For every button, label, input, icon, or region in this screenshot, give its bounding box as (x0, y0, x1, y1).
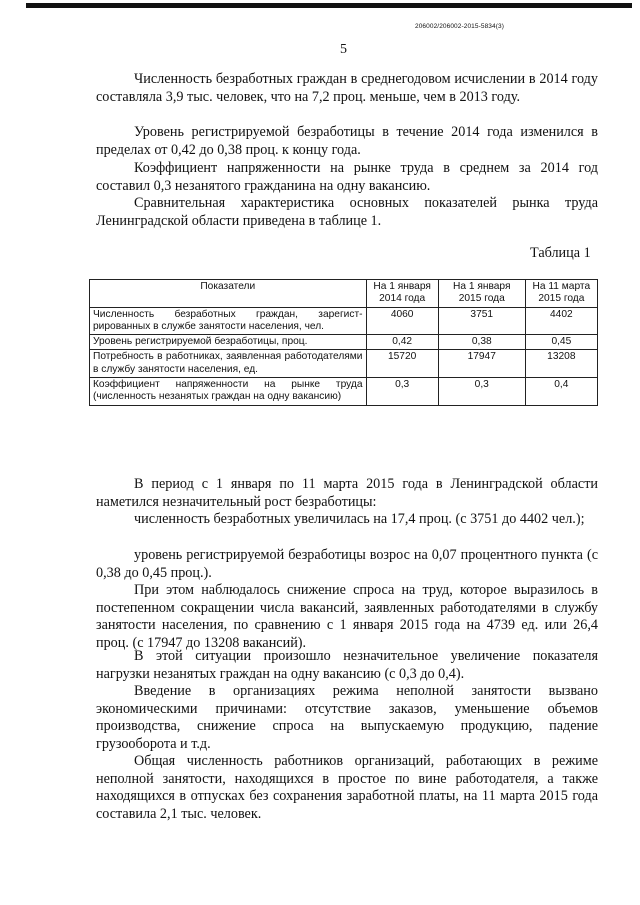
paragraph-table-reference: Сравнительная характеристика основных показателей рынка труда Ленинградской области приведена в таблице 1. (96, 195, 598, 229)
row-name: Потребность в работниках, заявленная работодателями в службу занятости населения, ед. (90, 350, 367, 378)
row-value: 17947 (438, 350, 525, 378)
paragraph-level-increase: уровень регистрируемой безработицы возрос на 0,07 процентного пункта (с 0,38 до 0,45 проц.). (96, 547, 598, 581)
row-value: 0,4 (525, 378, 597, 406)
row-value: 0,45 (525, 335, 597, 350)
header-mar-2015: На 11 марта 2015 года (525, 280, 597, 308)
table-row (90, 350, 598, 378)
paragraph-load-increase: В этой ситуации произошло незначительное увеличение показателя нагрузки незанятых граждан на одну вакансию (с 0,3 до 0,4). (96, 648, 598, 682)
row-value: 3751 (438, 307, 525, 335)
paragraph-demand-decrease: При этом наблюдалось снижение спроса на труд, которое выразилось в постепенном сокращении числа вакансий, заявленных работодателями в службу занятости населения, по сравнению с 1 января 2015 года на 4739 ед. или 26,4 проц. (с 17947 до 13208 вакансий). (96, 582, 598, 651)
paragraph-unemployed-average: Численность безработных граждан в среднегодовом исчислении в 2014 году составляла 3,9 тыс. человек, что на 7,2 проц. меньше, чем в 2013 году. (96, 71, 598, 105)
row-value: 4402 (525, 307, 597, 335)
header-jan-2014: На 1 января 2014 года (366, 280, 438, 308)
row-value: 0,38 (438, 335, 525, 350)
table-row (90, 307, 598, 335)
row-value: 0,3 (438, 378, 525, 406)
table-caption: Таблица 1 (530, 245, 591, 261)
paragraph-period-summary: В период с 1 января по 11 марта 2015 года в Ленинградской области наметился незначительный рост безработицы: (96, 476, 598, 510)
row-value: 0,3 (366, 378, 438, 406)
paragraph-part-time-total: Общая численность работников организаций, работающих в режиме неполной занятости, находящихся в простое по вине работодателя, а также находящихся в отпусках без сохранения заработной платы, на 11 марта 2015 года составила 2,1 тыс. человек. (96, 753, 598, 822)
paragraph-unemployed-increase: численность безработных увеличилась на 17,4 проц. (с 3751 до 4402 чел.); (134, 511, 585, 527)
row-name: Уровень регистрируемой безработицы, проц. (90, 335, 367, 350)
top-border-line (26, 3, 632, 8)
labor-market-table (89, 279, 598, 406)
table-header-row (90, 280, 598, 308)
header-indicator: Показатели (90, 280, 367, 308)
row-name: Численность безработных граждан, зарегист-рированных в службе занятости населения, чел. (90, 307, 367, 335)
table-row (90, 378, 598, 406)
document-id: 206002/206002-2015-5834(3) (415, 23, 504, 30)
paragraph-part-time-reasons: Введение в организациях режима неполной занятости вызвано экономическими причинами: отсутствие заказов, уменьшение объемов производства, снижение спроса на выпускаемую продукцию, падение грузооборота и т.д. (96, 683, 598, 752)
row-value: 0,42 (366, 335, 438, 350)
row-name: Коэффициент напряженности на рынке труда (численность незанятых граждан на одну вакансию) (90, 378, 367, 406)
table-row (90, 335, 598, 350)
paragraph-tension-coefficient: Коэффициент напряженности на рынке труда в среднем за 2014 год составил 0,3 незанятого гражданина на одну вакансию. (96, 160, 598, 194)
row-value: 15720 (366, 350, 438, 378)
page-number: 5 (340, 42, 347, 57)
paragraph-unemployment-level: Уровень регистрируемой безработицы в течение 2014 года изменился в пределах от 0,42 до 0,38 проц. к концу года. (96, 124, 598, 158)
row-value: 13208 (525, 350, 597, 378)
row-value: 4060 (366, 307, 438, 335)
header-jan-2015: На 1 января 2015 года (438, 280, 525, 308)
